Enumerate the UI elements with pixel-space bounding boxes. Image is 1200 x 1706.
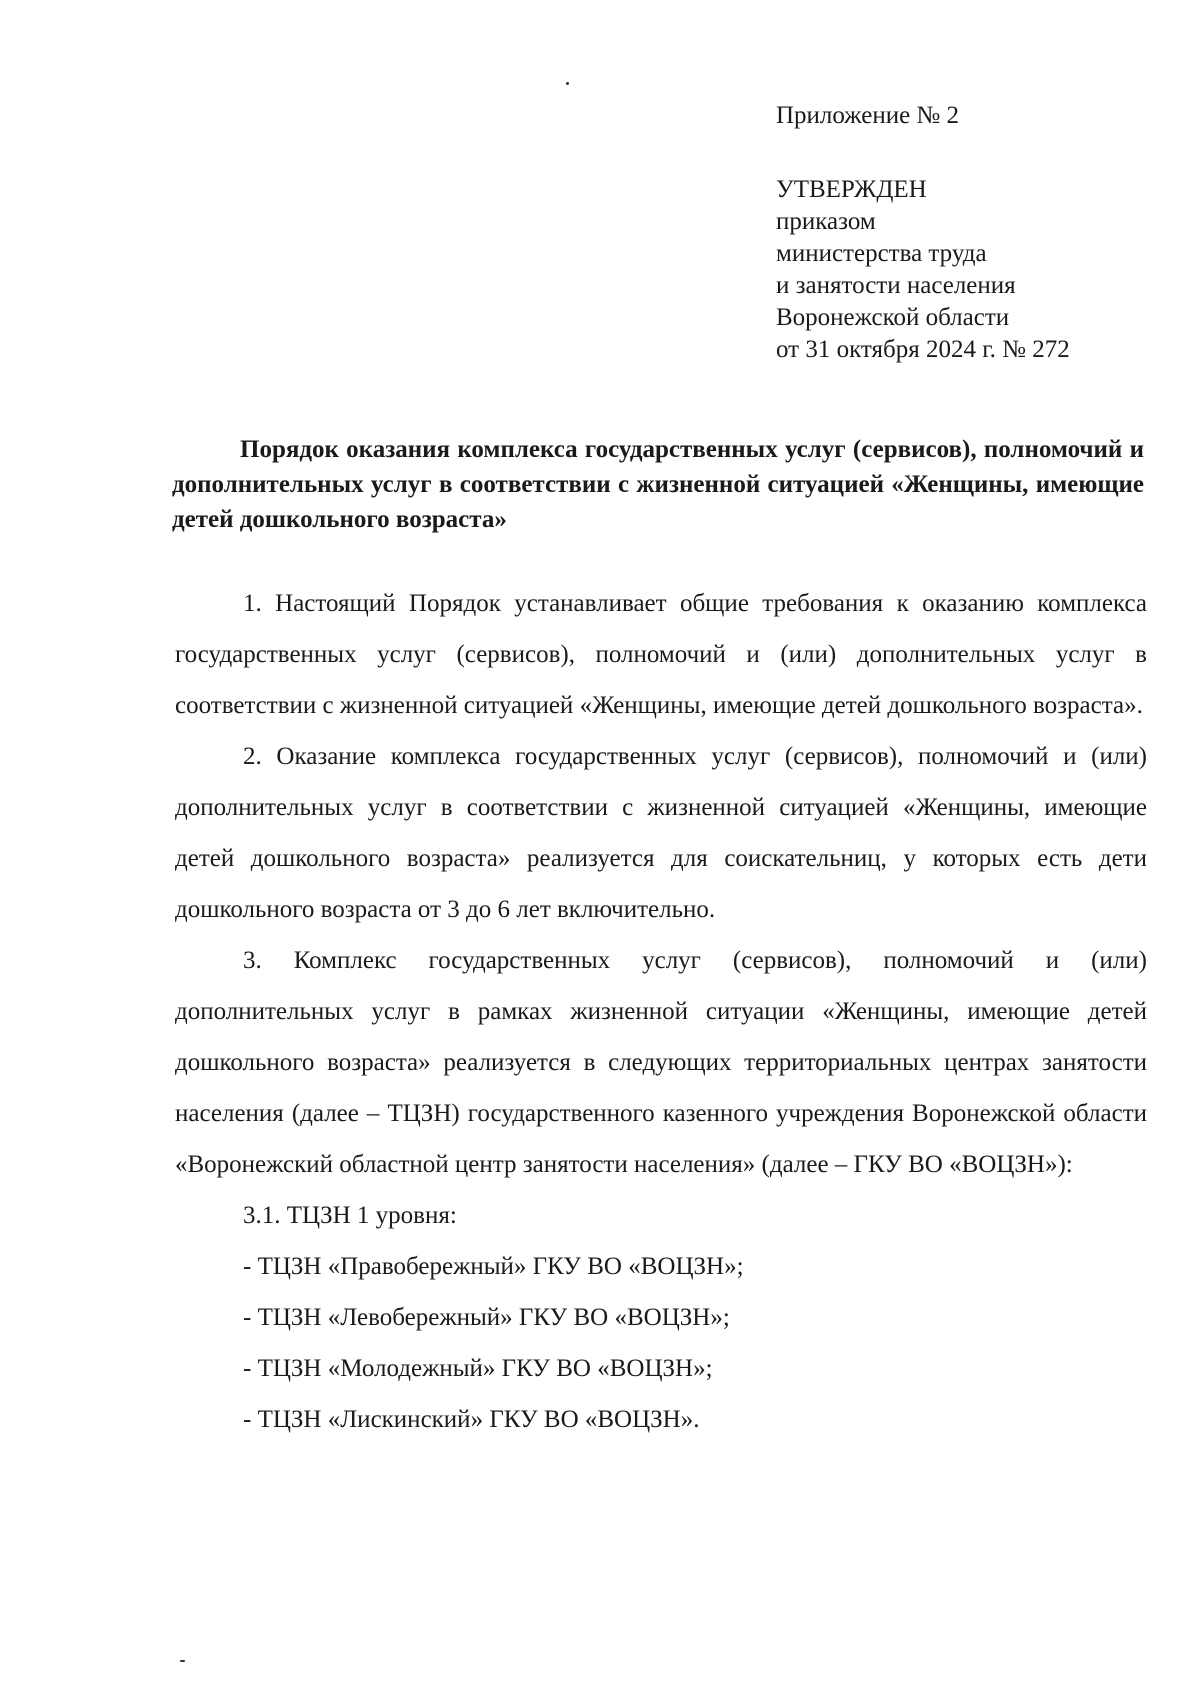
paragraph-1: 1. Настоящий Порядок устанавливает общие требования к оказанию комплекса государственных услуг (сервисов), полномочий и (или) дополнительных услуг в соответствии с жизненной ситуацией «Женщины, имеющие детей дошкольного возраста». — [175, 590, 1147, 719]
approval-line: приказом — [776, 208, 876, 235]
list-item: - ТЦЗН «Левобережный» ГКУ ВО «ВОЦЗН»; — [243, 1304, 730, 1331]
approval-line: Воронежской области — [776, 304, 1010, 331]
paragraph-3: 3. Комплекс государственных услуг (сервисов), полномочий и (или) дополнительных услуг в рамках жизненной ситуации «Женщины, имеющие детей дошкольного возраста» реализуется в следующих территориальных центрах занятости населения (далее – ТЦЗН) государственного казенного учреждения Воронежской области «Воронежский областной центр занятости населения» (далее – ГКУ ВО «ВОЦЗН»): — [175, 947, 1147, 1178]
scan-speck-bottom — [180, 1660, 185, 1662]
document-body — [175, 578, 1147, 1445]
appendix-number: Приложение № 2 — [776, 102, 960, 129]
scan-speck-top — [566, 82, 569, 85]
approval-line: министерства труда — [776, 240, 987, 267]
list-item: - ТЦЗН «Правобережный» ГКУ ВО «ВОЦЗН»; — [243, 1253, 744, 1280]
subsection-heading: 3.1. ТЦЗН 1 уровня: — [243, 1202, 457, 1229]
list-item: - ТЦЗН «Молодежный» ГКУ ВО «ВОЦЗН»; — [243, 1355, 713, 1382]
approved-label: УТВЕРЖДЕН — [776, 176, 927, 203]
document-title: Порядок оказания комплекса государственных услуг (сервисов), полномочий и дополнительных услуг в соответствии с жизненной ситуацией «Женщины, имеющие детей дошкольного возраста» — [172, 436, 1144, 533]
approval-date-number: от 31 октября 2024 г. № 272 — [776, 336, 1070, 363]
paragraph-2: 2. Оказание комплекса государственных услуг (сервисов), полномочий и (или) дополнительных услуг в соответствии с жизненной ситуацией «Женщины, имеющие детей дошкольного возраста» реализуется для соискательниц, у которых есть дети дошкольного возраста от 3 до 6 лет включительно. — [175, 743, 1147, 923]
approval-line: и занятости населения — [776, 272, 1016, 299]
approval-block — [776, 100, 1070, 366]
list-item: - ТЦЗН «Лискинский» ГКУ ВО «ВОЦЗН». — [243, 1406, 700, 1433]
